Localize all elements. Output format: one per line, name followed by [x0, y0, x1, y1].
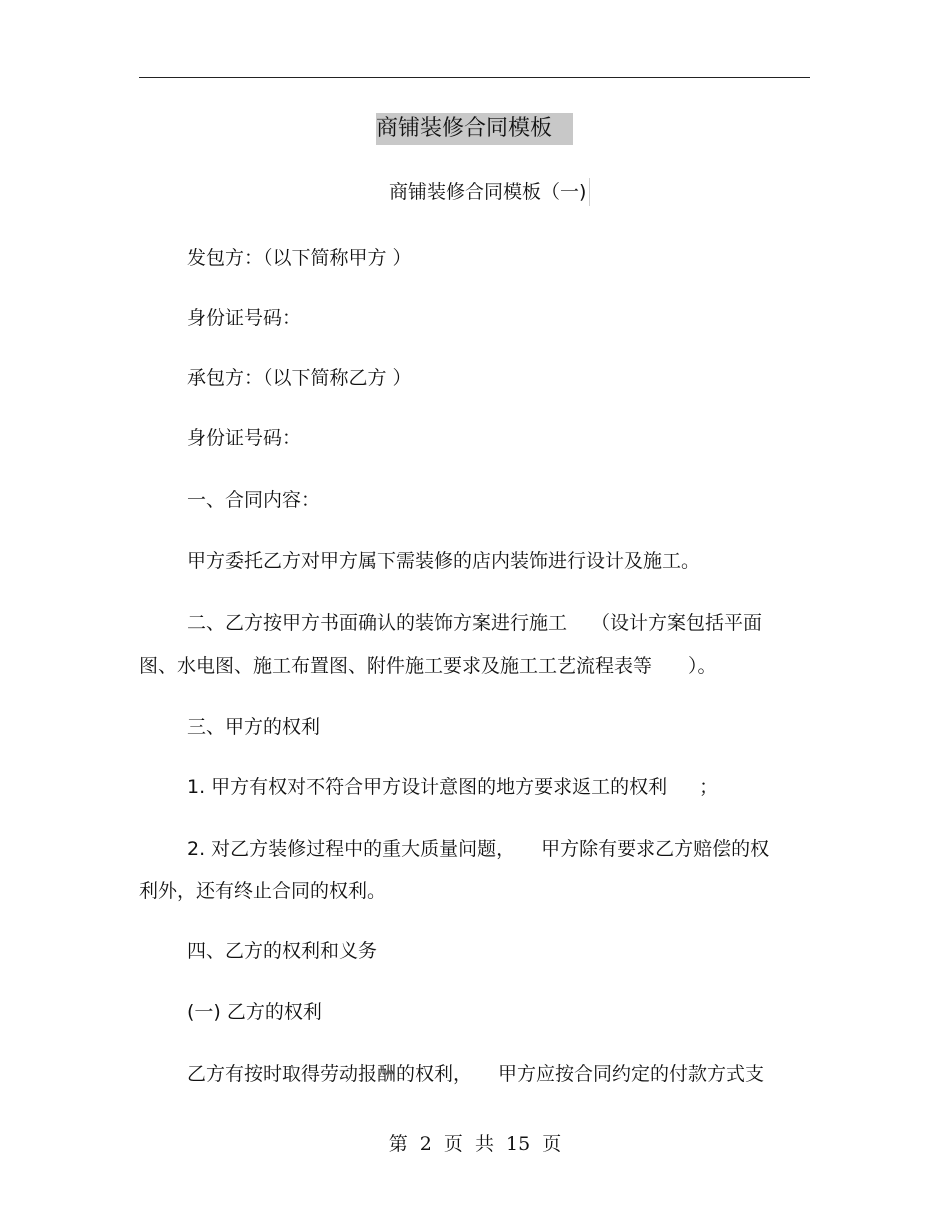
- paragraph-id-a: 身份证号码：: [187, 307, 302, 329]
- paragraph-id-b: 身份证号码：: [187, 427, 302, 449]
- section-heading-party-a-rights: 三、甲方的权利: [187, 716, 321, 738]
- paragraph-section-two-line2: 图、水电图、施工布置图、附件施工要求及施工工艺流程表等 ）。: [139, 655, 717, 677]
- paragraph-item-2-line2: 利外，还有终止合同的权利。: [139, 880, 387, 902]
- paragraph-item-2-line1: 2. 对乙方装修过程中的重大质量问题， 甲方除有要求乙方赔偿的权: [187, 838, 770, 860]
- paragraph-contractor: 发包方：（以下简称甲方 ）: [187, 247, 412, 269]
- subsection-heading-party-b-rights: (一) 乙方的权利: [187, 1001, 322, 1023]
- header-rule: [139, 77, 810, 78]
- section-heading-party-b-rights: 四、乙方的权利和义务: [187, 940, 378, 962]
- paragraph-section-two-line1: 二、乙方按甲方书面确认的装饰方案进行施工 （设计方案包括平面: [187, 612, 763, 634]
- paragraph-payment: 乙方有按时取得劳动报酬的权利， 甲方应按合同约定的付款方式支: [187, 1063, 765, 1085]
- document-title: 商铺装修合同模板: [376, 113, 573, 145]
- paragraph-contractee: 承包方：（以下简称乙方 ）: [187, 367, 412, 389]
- document-subtitle: 商铺装修合同模板（一): [389, 178, 590, 206]
- page-number-footer: 第 2 页 共 15 页: [388, 1133, 562, 1155]
- paragraph-commission: 甲方委托乙方对甲方属下需装修的店内装饰进行设计及施工。: [187, 550, 701, 572]
- paragraph-item-1: 1. 甲方有权对不符合甲方设计意图的地方要求返工的权利 ；: [187, 776, 719, 798]
- section-heading-contents: 一、合同内容：: [187, 489, 321, 511]
